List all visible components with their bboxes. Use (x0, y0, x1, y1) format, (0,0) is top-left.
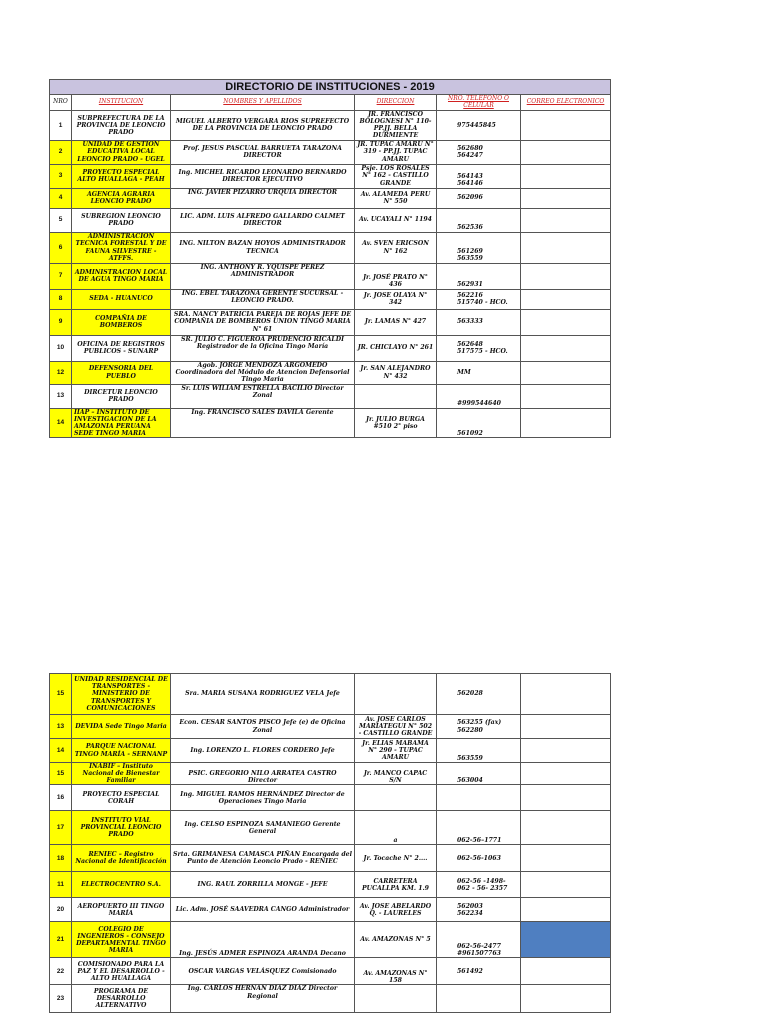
row-number: 8 (50, 289, 72, 309)
row-institution: PROYECTO ESPECIAL CORAH (72, 785, 171, 811)
row-address: JR. TUPAC AMARU N° 319 - PP.JJ. TUPAC AMARU (355, 140, 437, 164)
row-institution: SEDA - HUANUCO (72, 289, 171, 309)
row-phone: 563559 (437, 739, 521, 763)
row-contact-name: Ing. JESÚS ADMER ESPINOZA ARANDA Decano (171, 922, 355, 958)
row-address (355, 785, 437, 811)
row-email (521, 384, 611, 408)
row-number: 2 (50, 140, 72, 164)
table-row (50, 263, 611, 289)
row-contact-name: ING. ANTHONY R. YQUISPE PEREZ ADMINISTRADOR (171, 263, 355, 289)
row-contact-name: Sr. LUIS WILIAM ESTRELLA BACILIO Director Zonal (171, 384, 355, 408)
row-contact-name: PSIC. GREGORIO NILO ARRATEA CASTRO Director (171, 763, 355, 785)
row-address: Av. UCAYALI N° 1194 (355, 208, 437, 232)
table-row (50, 715, 611, 739)
table-row (50, 674, 611, 715)
row-email (521, 985, 611, 1013)
row-address (355, 674, 437, 715)
row-phone: 561092 (437, 408, 521, 438)
row-institution: INABIF – Instituto Nacional de Bienestar Familiar (72, 763, 171, 785)
row-phone: 062-56 -1498- 062 - 56- 2357 (437, 872, 521, 898)
row-phone: 562536 (437, 208, 521, 232)
table-row (50, 188, 611, 208)
row-email (521, 111, 611, 141)
table-row (50, 811, 611, 845)
row-email (521, 922, 611, 958)
table-row (50, 898, 611, 922)
row-phone: 062-56-1063 (437, 845, 521, 872)
row-number: 18 (50, 845, 72, 872)
row-contact-name: Srta. GRIMANESA CAMASCA PIÑAN Encargada del Punto de Atención Leoncio Prado - RENIEC (171, 845, 355, 872)
row-email (521, 263, 611, 289)
row-institution: OFICINA DE REGISTROS PUBLICOS - SUNARP (72, 335, 171, 361)
header-nombres: NOMBRES Y APELLIDOS (171, 95, 355, 111)
page-title: DIRECTORIO DE INSTITUCIONES - 2019 (50, 80, 611, 95)
table-row (50, 958, 611, 985)
row-phone: 975445845 (437, 111, 521, 141)
table-row (50, 335, 611, 361)
row-contact-name: SR. JULIO C. FIGUEROA PRUDENCIO RICALDI Registrador de la Oficina Tingo María (171, 335, 355, 361)
row-email (521, 674, 611, 715)
header-direccion: DIRECCION (355, 95, 437, 111)
table-row (50, 763, 611, 785)
row-address: Jr. LAMAS N° 427 (355, 309, 437, 335)
row-number: 1 (50, 111, 72, 141)
row-institution: COLEGIO DE INGENIEROS - CONSEJO DEPARTAMENTAL TINGO MARIA (72, 922, 171, 958)
header-correo: CORREO ELECTRONICO (521, 95, 611, 111)
row-address: Jr. JULIO BURGA #510 2° piso (355, 408, 437, 438)
row-institution: COMPAÑIA DE BOMBEROS (72, 309, 171, 335)
row-email (521, 739, 611, 763)
row-institution: ADMINISTRACIÓN TECNICA FORESTAL Y DE FAUNA SILVESTRE - ATFFS. (72, 232, 171, 263)
row-institution: INSTITUTO VIAL PROVINCIAL LEONCIO PRADO (72, 811, 171, 845)
row-number: 3 (50, 164, 72, 188)
row-institution: SUBPREFECTURA DE LA PROVINCIA DE LEONCIO PRADO (72, 111, 171, 141)
header-institucion: INSTITUCION (72, 95, 171, 111)
row-contact-name: ING. RAUL ZORRILLA MONGE - JEFE (171, 872, 355, 898)
row-phone: 562003 562234 (437, 898, 521, 922)
row-phone: 561492 (437, 958, 521, 985)
row-number: 4 (50, 188, 72, 208)
row-number: 21 (50, 922, 72, 958)
row-institution: ELECTROCENTRO S.A. (72, 872, 171, 898)
row-address: Jr. JOSÉ PRATO N° 436 (355, 263, 437, 289)
row-contact-name: Ing. MIGUEL RAMOS HERNÁNDEZ Director de Operaciones Tingo Maria (171, 785, 355, 811)
row-contact-name: Ing. LORENZO L. FLORES CORDERO Jefe (171, 739, 355, 763)
row-number: 16 (50, 785, 72, 811)
table-row (50, 232, 611, 263)
table-row (50, 111, 611, 141)
row-number: 10 (50, 335, 72, 361)
row-contact-name: MIGUEL ALBERTO VERGARA RIOS SUPREFECTO DE LA PROVINCIA DE LEONCIO PRADO (171, 111, 355, 141)
row-number: 6 (50, 232, 72, 263)
table-row (50, 361, 611, 384)
row-number: 23 (50, 985, 72, 1013)
row-email (521, 232, 611, 263)
row-address: JR. CHICLAYO N° 261 (355, 335, 437, 361)
header-telefono: NRO. TELEFONO O CELULAR (437, 95, 521, 111)
row-institution: ADMINISTRACION LOCAL DE AGUA TINGO MARIA (72, 263, 171, 289)
row-email (521, 785, 611, 811)
table-row (50, 408, 611, 438)
row-email (521, 898, 611, 922)
row-contact-name: LIC. ADM. LUIS ALFREDO GALLARDO CALMET DIRECTOR (171, 208, 355, 232)
row-contact-name: ING. NILTON BAZAN HOYOS ADMINISTRADOR TECNICA (171, 232, 355, 263)
row-email (521, 335, 611, 361)
row-email (521, 289, 611, 309)
row-institution: RENIEC – Registro Nacional de Identificación (72, 845, 171, 872)
row-address: Av. SVEN ERICSON N° 162 (355, 232, 437, 263)
row-contact-name: Econ. CESAR SANTOS PISCO Jefe (e) de Oficina Zonal (171, 715, 355, 739)
row-address: Jr. JOSE OLAYA N° 342 (355, 289, 437, 309)
row-phone: 561269 563559 (437, 232, 521, 263)
row-institution: PARQUE NACIONAL TINGO MARÍA - SERNANP (72, 739, 171, 763)
row-email (521, 958, 611, 985)
row-number: 13 (50, 715, 72, 739)
table-row (50, 208, 611, 232)
row-address: Av. ALAMEDA PERU N° 550 (355, 188, 437, 208)
row-institution: DEVIDA Sede Tingo Maria (72, 715, 171, 739)
row-address: JR. FRANCISCO BOLOGNESI N° 110-PP.JJ. BELLA DURMIENTE (355, 111, 437, 141)
row-contact-name: Ing. CELSO ESPINOZA SAMANIEGO Gerente General (171, 811, 355, 845)
row-institution: DIRCETUR LEONCIO PRADO (72, 384, 171, 408)
table-row (50, 289, 611, 309)
row-contact-name: Sra. MARIA SUSANA RODRIGUEZ VELA Jefe (171, 674, 355, 715)
row-phone: 562096 (437, 188, 521, 208)
row-email (521, 811, 611, 845)
row-phone: 564143 564146 (437, 164, 521, 188)
row-address: Jr. MANCO CAPAC S/N (355, 763, 437, 785)
row-phone: 563004 (437, 763, 521, 785)
row-phone: 562216 515740 - HCO. (437, 289, 521, 309)
row-phone: #999544640 (437, 384, 521, 408)
row-contact-name: ING. EBEL TARAZONA GERENTE SUCURSAL - LEONCIO PRADO. (171, 289, 355, 309)
row-phone: 563333 (437, 309, 521, 335)
row-phone: 562931 (437, 263, 521, 289)
row-phone: 562028 (437, 674, 521, 715)
row-number: 13 (50, 384, 72, 408)
row-email (521, 845, 611, 872)
row-contact-name: Prof. JESUS PASCUAL BARRUETA TARAZONA DIRECTOR (171, 140, 355, 164)
row-institution: PROGRAMA DE DESARROLLO ALTERNATIVO (72, 985, 171, 1013)
directory-table-1 (49, 79, 611, 438)
row-institution: UNIDAD RESIDENCIAL DE TRANSPORTES - MINISTERIO DE TRANSPORTES Y COMUNICACIONES (72, 674, 171, 715)
row-email (521, 763, 611, 785)
row-institution: COMISIONADO PARA LA PAZ Y EL DESARROLLO - ALTO HUALLAGA (72, 958, 171, 985)
row-address: Jr. Tocache N° 2.... (355, 845, 437, 872)
table-row (50, 384, 611, 408)
row-email (521, 208, 611, 232)
row-number: 7 (50, 263, 72, 289)
row-email (521, 140, 611, 164)
row-phone (437, 985, 521, 1013)
table-row (50, 164, 611, 188)
row-number: 22 (50, 958, 72, 985)
row-email (521, 408, 611, 438)
row-contact-name: Ing. FRANCISCO SALES DÁVILA Gerente (171, 408, 355, 438)
row-contact-name: SRA. NANCY PATRICIA PAREJA DE ROJAS JEFE DE COMPAÑIA DE BOMBEROS UNION TINGO MARIA N° 61 (171, 309, 355, 335)
row-institution: IIAP – INSTITUTO DE INVESTIGACION DE LA AMAZONIA PERUANA SEDE TINGO MARIA (72, 408, 171, 438)
row-email (521, 309, 611, 335)
row-address: CARRETERA PUCALLPA KM. 1.9 (355, 872, 437, 898)
row-address: Av. AMAZONAS N° 158 (355, 958, 437, 985)
row-institution: AEROPUERTO III TINGO MARÍA (72, 898, 171, 922)
row-address: Av. AMAZONAS N° 5 (355, 922, 437, 958)
table-row (50, 140, 611, 164)
table-row (50, 785, 611, 811)
row-number: 5 (50, 208, 72, 232)
table-row (50, 922, 611, 958)
row-number: 17 (50, 811, 72, 845)
row-address: Jr. ELIAS MABAMA N° 290 - TUPAC AMARU (355, 739, 437, 763)
table-row (50, 985, 611, 1013)
row-number: 14 (50, 408, 72, 438)
directory-table-2 (49, 673, 611, 1013)
row-contact-name: Agob. JORGE MENDOZA ARGOMEDO Coordinadora del Módulo de Atencion Defensorial Tingo Maria (171, 361, 355, 384)
row-contact-name: Ing. MICHEL RICARDO LEONARDO BERNARDO DIRECTOR EJECUTIVO (171, 164, 355, 188)
table-row (50, 309, 611, 335)
row-address: a (355, 811, 437, 845)
row-number: 9 (50, 309, 72, 335)
row-contact-name: OSCAR VARGAS VELÁSQUEZ Comisionado (171, 958, 355, 985)
row-phone (437, 785, 521, 811)
row-address: Jr. SAN ALEJANDRO N° 432 (355, 361, 437, 384)
row-contact-name: Lic. Adm. JOSÉ SAAVEDRA CANGO Administrador (171, 898, 355, 922)
row-institution: PROYECTO ESPECIAL ALTO HUALLAGA - PEAH (72, 164, 171, 188)
row-number: 12 (50, 361, 72, 384)
row-phone: 062-56-2477 #961507763 (437, 922, 521, 958)
row-email (521, 188, 611, 208)
row-institution: SUBREGION LEONCIO PRADO (72, 208, 171, 232)
table-row (50, 739, 611, 763)
row-email (521, 361, 611, 384)
row-number: 15 (50, 674, 72, 715)
row-address: Av. JOSE ABELARDO Q. - LAURELES (355, 898, 437, 922)
row-number: 15 (50, 763, 72, 785)
row-address (355, 384, 437, 408)
row-phone: 062-56–1771 (437, 811, 521, 845)
row-institution: DEFENSORIA DEL PUEBLO (72, 361, 171, 384)
row-number: 11 (50, 872, 72, 898)
row-address: Psje. LOS ROSALES N° 162 - CASTILLO GRANDE (355, 164, 437, 188)
row-email (521, 715, 611, 739)
row-phone: 562648 517575 - HCO. (437, 335, 521, 361)
row-address (355, 985, 437, 1013)
table-row (50, 845, 611, 872)
row-email (521, 164, 611, 188)
table-row (50, 872, 611, 898)
row-phone: 563255 (fax) 562280 (437, 715, 521, 739)
row-number: 20 (50, 898, 72, 922)
row-number: 14 (50, 739, 72, 763)
row-institution: UNIDAD DE GESTION EDUCATIVA LOCAL LEONCIO PRADO - UGEL (72, 140, 171, 164)
row-contact-name: Ing. CARLOS HERNÁN DÍAZ DÍAZ Director Regional (171, 985, 355, 1013)
row-email (521, 872, 611, 898)
row-institution: AGENCIA AGRARIA LEONCIO PRADO (72, 188, 171, 208)
row-phone: MM (437, 361, 521, 384)
row-contact-name: ING. JAVIER PIZARRO URQUIA DIRECTOR (171, 188, 355, 208)
header-nro: NRO (50, 95, 72, 111)
row-address: Av. JOSE CARLOS MARIATEGUI N° 502 - CASTILLO GRANDE (355, 715, 437, 739)
row-phone: 562680 564247 (437, 140, 521, 164)
